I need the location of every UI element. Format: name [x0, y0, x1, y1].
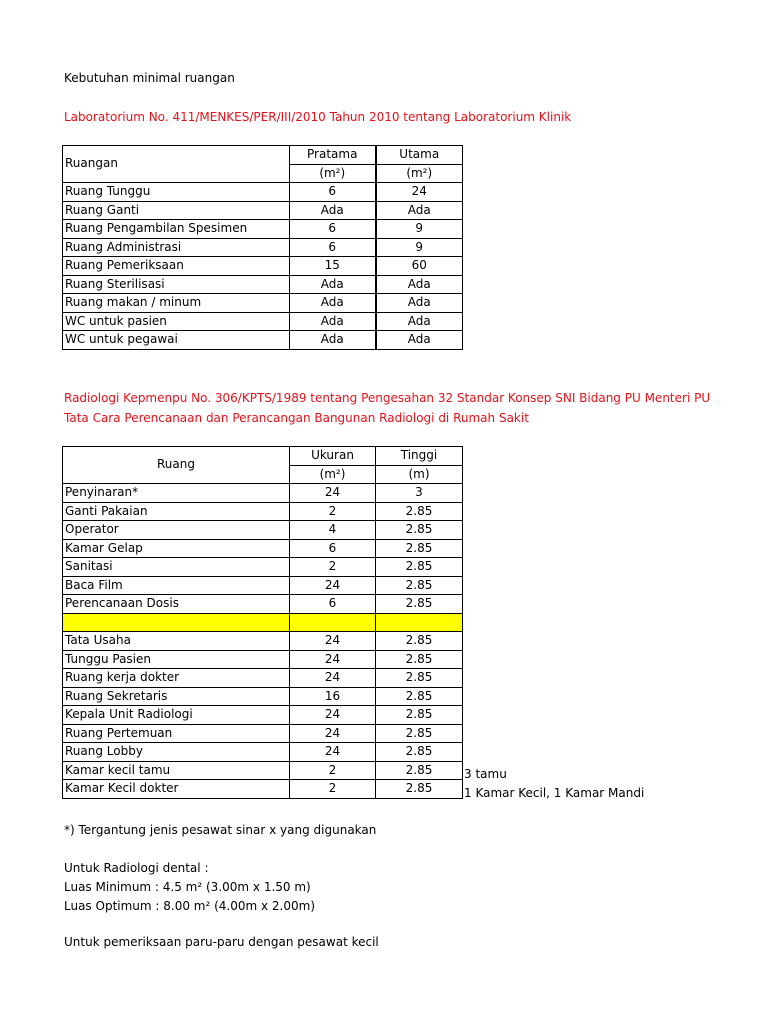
utama-cell: 60 — [376, 257, 463, 276]
tinggi-cell: 3 — [376, 484, 463, 503]
pratama-cell: 6 — [290, 220, 376, 239]
table-row — [63, 706, 463, 725]
tinggi-cell: 2.85 — [376, 521, 463, 540]
ukuran-cell: 6 — [290, 595, 376, 614]
ukuran-cell: 24 — [290, 632, 376, 651]
tinggi-cell: 2.85 — [376, 650, 463, 669]
radiology-header-room: Ruang — [63, 447, 290, 484]
ukuran-cell: 16 — [290, 687, 376, 706]
table-row — [63, 743, 463, 762]
room-name-cell — [63, 613, 290, 632]
table-row — [63, 331, 463, 350]
room-name-cell: Ruang Lobby — [63, 743, 290, 762]
lab-section-title: Laboratorium No. 411/MENKES/PER/III/2010 Tahun 2010 tentang Laboratorium Klinik — [64, 110, 572, 124]
utama-cell: Ada — [376, 275, 463, 294]
table-row — [63, 257, 463, 276]
ukuran-cell: 6 — [290, 539, 376, 558]
dental-optimum: Luas Optimum : 8.00 m² (4.00m x 2.00m) — [64, 899, 316, 913]
tinggi-cell: 2.85 — [376, 780, 463, 799]
room-name-cell: Ruang Ganti — [63, 201, 290, 220]
table-row — [63, 724, 463, 743]
table-row — [63, 275, 463, 294]
ukuran-cell: 2 — [290, 780, 376, 799]
room-name-cell: WC untuk pegawai — [63, 331, 290, 350]
room-name-cell: Operator — [63, 521, 290, 540]
pratama-cell: Ada — [290, 294, 376, 313]
ukuran-cell: 24 — [290, 724, 376, 743]
radiology-header-unit-tinggi: (m) — [376, 465, 463, 484]
room-name-cell: WC untuk pasien — [63, 312, 290, 331]
footnote: *) Tergantung jenis pesawat sinar x yang digunakan — [64, 823, 377, 837]
utama-cell: Ada — [376, 294, 463, 313]
ukuran-cell: 24 — [290, 576, 376, 595]
room-name-cell: Baca Film — [63, 576, 290, 595]
room-name-cell: Ganti Pakaian — [63, 502, 290, 521]
room-name-cell: Ruang Pemeriksaan — [63, 257, 290, 276]
utama-cell: 9 — [376, 220, 463, 239]
table-row — [63, 761, 463, 780]
row-note: 1 Kamar Kecil, 1 Kamar Mandi — [464, 785, 645, 800]
room-name-cell: Ruang Pengambilan Spesimen — [63, 220, 290, 239]
room-name-cell: Sanitasi — [63, 558, 290, 577]
lab-room-table — [62, 145, 463, 350]
ukuran-cell: 24 — [290, 743, 376, 762]
room-name-cell: Ruang makan / minum — [63, 294, 290, 313]
room-name-cell: Ruang Pertemuan — [63, 724, 290, 743]
room-name-cell: Kepala Unit Radiologi — [63, 706, 290, 725]
tinggi-cell: 2.85 — [376, 539, 463, 558]
row-note: 3 tamu — [464, 766, 507, 781]
dental-title: Untuk Radiologi dental : — [64, 861, 209, 875]
utama-cell: Ada — [376, 312, 463, 331]
dental-minimum: Luas Minimum : 4.5 m² (3.00m x 1.50 m) — [64, 880, 311, 894]
room-name-cell: Ruang Sekretaris — [63, 687, 290, 706]
tinggi-cell: 2.85 — [376, 687, 463, 706]
table-row — [63, 595, 463, 614]
lab-header-unit-utama: (m²) — [376, 164, 463, 183]
ukuran-cell: 2 — [290, 558, 376, 577]
table-row — [63, 780, 463, 799]
lab-header-utama: Utama — [376, 146, 463, 165]
ukuran-cell: 24 — [290, 484, 376, 503]
table-row — [63, 650, 463, 669]
room-name-cell: Kamar Kecil dokter — [63, 780, 290, 799]
radiology-section-title-line2: Tata Cara Perencanaan dan Perancangan Bangunan Radiologi di Rumah Sakit — [64, 411, 529, 425]
radiology-header-ukuran: Ukuran — [290, 447, 376, 466]
ukuran-cell: 2 — [290, 761, 376, 780]
lab-header-room: Ruangan — [63, 146, 290, 183]
radiology-header-tinggi: Tinggi — [376, 447, 463, 466]
room-name-cell: Penyinaran* — [63, 484, 290, 503]
tinggi-cell: 2.85 — [376, 576, 463, 595]
tinggi-cell: 2.85 — [376, 502, 463, 521]
tinggi-cell: 2.85 — [376, 595, 463, 614]
tinggi-cell: 2.85 — [376, 558, 463, 577]
pratama-cell: Ada — [290, 312, 376, 331]
tinggi-cell: 2.85 — [376, 761, 463, 780]
table-row — [63, 632, 463, 651]
pratama-cell: Ada — [290, 275, 376, 294]
utama-cell: Ada — [376, 201, 463, 220]
table-row — [63, 502, 463, 521]
room-name-cell: Perencanaan Dosis — [63, 595, 290, 614]
ukuran-cell — [290, 613, 376, 632]
room-name-cell: Ruang kerja dokter — [63, 669, 290, 688]
lab-header-unit-pratama: (m²) — [290, 164, 376, 183]
utama-cell: Ada — [376, 331, 463, 350]
table-row — [63, 613, 463, 632]
room-name-cell: Kamar Gelap — [63, 539, 290, 558]
table-row — [63, 521, 463, 540]
radiology-header-unit-ukuran: (m²) — [290, 465, 376, 484]
table-row — [63, 669, 463, 688]
table-row — [63, 484, 463, 503]
pratama-cell: Ada — [290, 201, 376, 220]
pratama-cell: 6 — [290, 183, 376, 202]
tinggi-cell: 2.85 — [376, 632, 463, 651]
room-name-cell: Kamar kecil tamu — [63, 761, 290, 780]
tinggi-cell: 2.85 — [376, 706, 463, 725]
page-heading: Kebutuhan minimal ruangan — [64, 71, 235, 85]
pratama-cell: 15 — [290, 257, 376, 276]
tinggi-cell: 2.85 — [376, 743, 463, 762]
room-name-cell: Ruang Tunggu — [63, 183, 290, 202]
lab-header-pratama: Pratama — [290, 146, 376, 165]
tinggi-cell: 2.85 — [376, 669, 463, 688]
room-name-cell: Tata Usaha — [63, 632, 290, 651]
table-row — [63, 201, 463, 220]
lung-exam-note: Untuk pemeriksaan paru-paru dengan pesawat kecil — [64, 935, 379, 949]
utama-cell: 9 — [376, 238, 463, 257]
ukuran-cell: 2 — [290, 502, 376, 521]
ukuran-cell: 24 — [290, 650, 376, 669]
table-row — [63, 576, 463, 595]
table-row — [63, 312, 463, 331]
radiology-room-table — [62, 446, 463, 799]
table-row — [63, 238, 463, 257]
room-name-cell: Ruang Administrasi — [63, 238, 290, 257]
room-name-cell: Ruang Sterilisasi — [63, 275, 290, 294]
table-row — [63, 220, 463, 239]
pratama-cell: Ada — [290, 331, 376, 350]
table-row — [63, 183, 463, 202]
table-row — [63, 539, 463, 558]
tinggi-cell: 2.85 — [376, 724, 463, 743]
utama-cell: 24 — [376, 183, 463, 202]
table-row — [63, 558, 463, 577]
ukuran-cell: 4 — [290, 521, 376, 540]
ukuran-cell: 24 — [290, 669, 376, 688]
ukuran-cell: 24 — [290, 706, 376, 725]
tinggi-cell — [376, 613, 463, 632]
room-name-cell: Tunggu Pasien — [63, 650, 290, 669]
table-row — [63, 687, 463, 706]
table-row — [63, 294, 463, 313]
pratama-cell: 6 — [290, 238, 376, 257]
radiology-section-title-line1: Radiologi Kepmenpu No. 306/KPTS/1989 tentang Pengesahan 32 Standar Konsep SNI Bidang PU Menteri PU — [64, 391, 711, 405]
